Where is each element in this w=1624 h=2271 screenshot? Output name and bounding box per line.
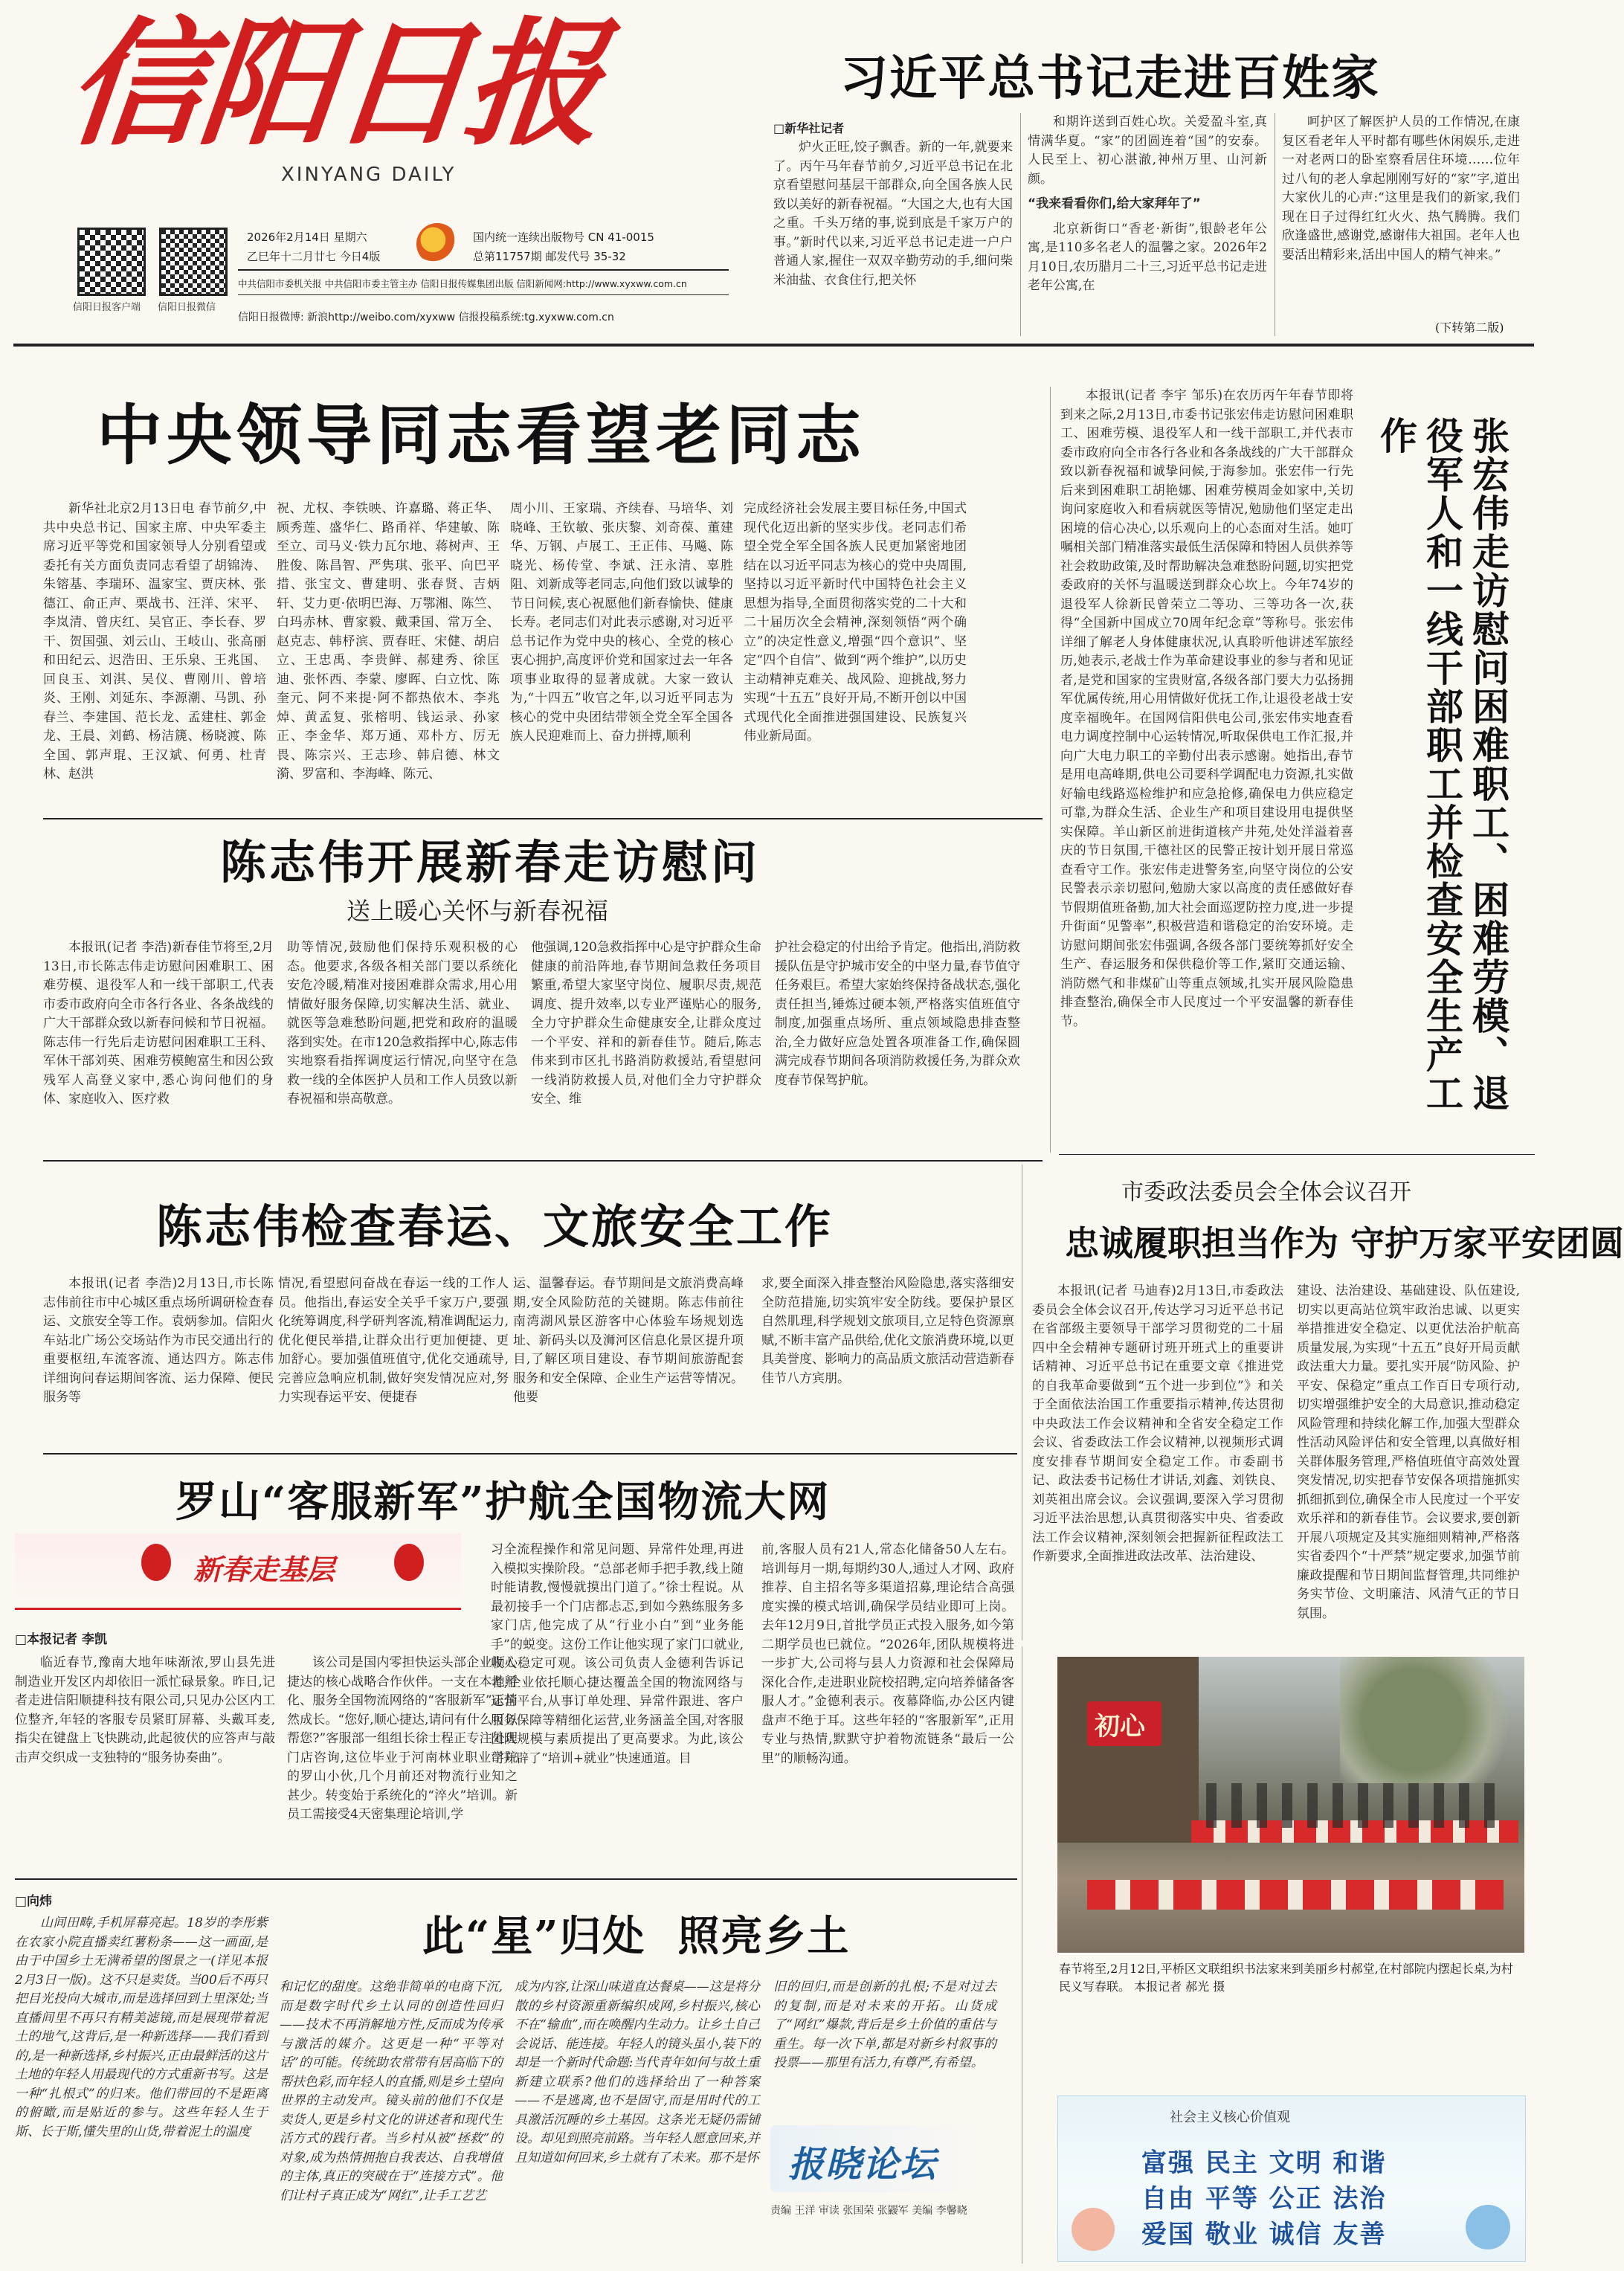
- newspaper-logo: 信阳日报: [59, 5, 607, 164]
- lead-col2: 祝、尤权、李铁映、许嘉璐、蒋正华、顾秀莲、盛华仁、路甬祥、华建敏、陈至立、司马义·铁力瓦尔地、蒋树声、王胜俊、陈昌智、严隽琪、张平、向巴平措、张宝文、曹建明、张春贤、吉炳轩、艾力更·依明巴海、万鄂湘、陈竺、白玛赤林、曹家毅、戴秉国、常万全、赵克志、韩杼滨、贾春旺、宋健、胡启立、王忠禹、李贵鲜、郝建秀、徐匡迪、张怀西、李蒙、廖晖、白立忱、陈奎元、阿不来提·阿不都热依木、李兆焯、黄孟复、张榕明、钱运录、孙家正、李金华、郑万通、邓朴方、厉无畏、陈宗兴、王志珍、韩启德、林文漪、罗富和、李海峰、陈元、: [277, 501, 500, 782]
- lantern-icon: [394, 1544, 424, 1581]
- story2-col3: 他强调,120急救指挥中心是守护群众生命健康的前沿阵地,春节期间急救任务项目繁重,希望大家坚守岗位、履职尽责,规范调度、提升效率,以专业严谨贴心的服务,全力守护群众生命健康安全,让群众度过一个平安、祥和的新春佳节。随后,陈志伟来到市区扎书路消防救援站,看望慰问一线消防救援人员,对他们全力守护群众安全、维: [531, 940, 761, 1106]
- core-values-box: [1057, 2096, 1526, 2262]
- cartoon-figure-icon: [1072, 2208, 1115, 2251]
- masthead-subtitle: XINYANG DAILY: [281, 164, 457, 186]
- story3-col1: 本报讯(记者 李浩)2月13日,市长陈志伟前往市中心城区重点场所调研检查春运、文旅安全等工作。袁炳参加。信阳火车站北广场公交场站作为市民交通出行的重要枢纽,车流客流、通达四方。陈志伟详细询问春运期间客流、运力保障、便民服务等: [43, 1276, 274, 1405]
- cn-number: 国内统一连续出版物号 CN 41-0015: [473, 231, 654, 244]
- core-values-row2: 自由 平等 公正 法治: [1141, 2184, 1387, 2214]
- lead-headline[interactable]: 中央领导同志看望老同志: [97, 397, 866, 474]
- story6-col4: 旧的回归,而是创新的扎根;不是对过去的复制,而是对未来的开拓。山货成了“网红”爆款,背后是乡土价值的重估与重生。每一次下单,都是对新乡村叙事的投票——那里有活力,有尊严,有希望。: [773, 1980, 996, 2070]
- qr2-label: 信阳日报微信: [158, 302, 216, 313]
- story5-col2: 该公司是国内零担快运头部企业顺心捷达的核心战略合作伙伴。一支在本地孵化、服务全国物流网络的“客服新军”正悄然成长。“您好,顺心捷达,请问有什么可以帮您?”客服部一组组长徐士程正专注处理门店咨询,这位毕业于河南林业职业学院的罗山小伙,几个月前还对物流行业知之甚少。转变始于系统化的“淬火”培训。新员工需接受4天密集理论培训,学: [287, 1655, 518, 1822]
- story6-col1: 山间田畴,手机屏幕亮起。18岁的李彤紫在农家小院直播卖红薯粉条——这一画面,是由于中国乡土无满希望的图景之一(详见本报2月3日一版)。这不只是卖货。当00后不再只把目光投向大城市,而是选择回到土里深处;当直播间里不再只有精美滤镜,而是展现带着泥土的地气,这背后,是一种新选择——我们看到的,是一种新选择,乡村振兴,正由最鲜活的这片土地的年轻人用最现代的方式重新书写。这是一种“扎根式”的归来。他们带回的不是距离的俯瞰,而是贴近的参与。这些年轻人生于斯、长于斯,懂失里的山货,带着泥土的温度: [15, 1916, 268, 2139]
- right-story-headline[interactable]: 张宏伟走访慰问困难职工、困难劳模、退役军人和一线干部职工并检查安全生产工作: [1374, 416, 1509, 1112]
- top-story-subhead: “我来看看你们,给大家拜年了”: [1028, 196, 1201, 211]
- core-values-title: 社会主义核心价值观: [1170, 2110, 1290, 2125]
- lead-col1: 新华社北京2月13日电 春节前夕,中共中央总书记、国家主席、中央军委主席习近平等党和国家领导人分别看望或委托有关方面负责同志看望了胡锦涛、朱镕基、李瑞环、温家宝、贾庆林、张德江、俞正声、栗战书、汪洋、宋平、李岚清、曾庆红、吴官正、李长春、罗干、贺国强、刘云山、王岐山、张高丽和田纪云、迟浩田、王乐泉、王兆国、回良玉、刘淇、吴仪、曹刚川、曾培炎、王刚、刘延东、李源潮、马凯、孙春兰、李建国、范长龙、孟建柱、郭金龙、王晨、刘鹤、杨洁篪、杨晓渡、陈全国、郭声琨、王汉斌、何勇、杜青林、赵洪: [43, 501, 266, 782]
- story5-col4: 前,客服人员有21人,常态化储备50人左右。培训每月一期,每期约30人,通过人才网、政府推荐、自主招名等多渠道招募,理论结合高强度实操的模式培训,确保学员结业即可上岗。去年12月9日,首批学员正式投入服务,如今第二期学员也已就位。“2026年,团队规模将进一步扩大,公司将与县人力资源和社会保障局深化合作,走进职业院校招聘,定向培养储备客服人才。”金德利表示。夜幕降临,办公区内键盘声不绝于耳。这些年轻的“客服新军”,正用专业与热情,默默守护着物流链条“最后一公里”的顺畅沟通。: [761, 1542, 1014, 1766]
- weibo-line[interactable]: 信阳日报微博: 新浪http://weibo.com/xyxww 信报投稿系统:tg.xyxww.com.cn: [238, 312, 614, 323]
- story2-col2: 助等情况,鼓励他们保持乐观积极的心态。他要求,各级各相关部门要以系统化安危冷暖,精准对接困难群众需求,用心用情做好服务保障,切实解决生活、就业、就医等急难愁盼问题,把党和政府的温暖落到实处。在市120急救指挥中心,陈志伟实地察看指挥调度运行情况,向坚守在急救一线的全体医护人员和工作人员致以新春祝福和崇高敬意。: [287, 940, 518, 1106]
- page-credits: 责编 王洋 审读 张国荣 张鼹军 美编 李馨晓: [770, 2205, 967, 2217]
- building-wall: [1057, 1657, 1199, 1843]
- lead-col4: 完成经济社会发展主要目标任务,中国式现代化迈出新的坚实步伐。老同志们希望全党全军全国各族人民更加紧密地团结在以习近平同志为核心的党中央周围,坚持以习近平新时代中国特色社会主义思想为指导,全面贯彻落实党的二十大和二十届历次全会精神,深刻领悟“两个确立”的决定性意义,增强“四个意识”、坚定“四个自信”、做到“两个维护”,以历史主动精神克难关、战风险、迎挑战,努力实现“十五五”良好开局,不断开创以中国式现代化全面推进强国建设、民族复兴伟业新局面。: [744, 501, 967, 744]
- story2-col1: 本报讯(记者 李浩)新春佳节将至,2月13日,市长陈志伟走访慰问困难职工、困难劳模、退役军人和一线干部职工,代表市委市政府向全市各行各业、各条战线的广大干部群众致以新春问候和节日祝福。陈志伟一行先后走访慰问困难职工王科、军休干部刘英、困难劳模鲍富生和因公致残军人高登义家中,悉心询问他们的身体、家庭收入、医疗救: [43, 940, 274, 1106]
- date-line: 2026年2月14日 星期六: [247, 231, 367, 244]
- story5-byline: □本报记者 李凯: [15, 1632, 107, 1647]
- forum-column-badge: [770, 2125, 979, 2192]
- sign-board: [1087, 1701, 1161, 1746]
- crowd: [1206, 1783, 1504, 1828]
- top-story-col3: 呵护区了解医护人员的工作情况,在康复区看老年人平时都有哪些休闲娱乐,走进一对老两口的卧室察看居住环境……位年过八旬的老人拿起刚刚写好的“家”字,道出大家伙儿的心声:“这里是我们的新家,我们现在日子过得红红火火、热气腾腾。我们欣逢盛世,感谢党,感谢伟大祖国。老年人也要活出精彩来,活出中国人的精气神来。”: [1282, 115, 1520, 262]
- top-story-col2: 和期许送到百姓心坎。关爱盈斗室,真情满华夏。“家”的团圆连着“国”的安泰。人民至上、初心湛澈,神州万里、山河新颜。 “我来看看你们,给大家拜年了” 北京新街口“香老·新街”,银龄老年公寓,是110多名老人的温馨之家。2026年2月10日,农历腊月二十三,习近平总书记走进老年公寓,在: [1028, 115, 1267, 293]
- right-story-body: 本报讯(记者 李宇 邹乐)在农历丙午年春节即将到来之际,2月13日,市委书记张宏伟走访慰问困难职工、困难劳模、退役军人和一线干部职工,并代表市委市政府向全市各行各业和各条战线的广大干部群众致以新春祝福和诚挚问候,于海参加。张宏伟一行先后来到困难职工胡艳娜、困难劳模周金如家中,关切询问家庭收入和看病就医等情况,勉励他们坚定走出困境的信心决心,以乐观向上的心态面对生活。她叮嘱相关部门精准落实最低生活保障和特困人员供养等社会救助政策,及时帮助解决急难愁盼问题,切实把党委政府的关怀与温暖送到群众心坎上。今年74岁的退役军人徐新民曾荣立二等功、三等功各一次,获得“全国新中国成立70周年纪念章”等称号。张宏伟详细了解老人身体健康状况,认真聆听他讲述军旅经历,她表示,老战士作为革命建设事业的参与者和见证者,是党和国家的宝贵财富,各级各部门要大力弘扬拥军优属传统,用心用情做好优抚工作,让退役老战士安度幸福晚年。在国网信阳供电公司,张宏伟实地查看电力调度控制中心运转情况,听取保供电工作汇报,并向广大电力职工的辛勤付出表示感谢。她指出,春节是用电高峰期,供电公司要科学调配电力资源,扎实做好输电线路巡检维护和应急抢修,确保电力供应稳定可靠,为群众生活、企业生产和项目建设用电提供坚实保障。羊山新区前进街道核产井苑,处处洋溢着喜庆的节日氛围,干德社区的民警正按计划开展日常巡查看守工作。张宏伟走进警务室,向坚守岗位的公安民警表示亲切慰问,勉励大家以高度的责任感做好春节假期值班备勤,加大社会面巡逻防控力度,进一步提升街面“见警率”,积极营造和谐稳定的治安环境。走访慰问期间张宏伟强调,各级各部门要统筹抓好安全生产、春运服务和保供稳价等工作,紧盯交通运输、消防燃气和非煤矿山等重点领域,扎实开展风险隐患排查整治,确保全市人民度过一个平安温馨的新春佳节。: [1060, 388, 1353, 1029]
- story6-headline[interactable]: 此“星”归处 照亮乡土: [422, 1912, 851, 1961]
- forum-column-title: 报晓论坛: [788, 2144, 938, 2185]
- top-story-headline[interactable]: 习近平总书记走进百姓家: [840, 51, 1380, 106]
- core-values-row3: 爱国 敬业 诚信 友善: [1141, 2220, 1387, 2249]
- story5-col1: 临近春节,豫南大地年味渐浓,罗山县先进制造业开发区内却依旧一派忙碌景象。昨日,记者走进信阳顺捷科技有限公司,只见办公区内工位整齐,年轻的客服专员紧盯屏幕、头戴耳麦,指尖在键盘上飞快跳动,此起彼伏的应答声与敲击声交织成一支独特的“服务协奏曲”。: [15, 1655, 275, 1765]
- story4-col1: 本报讯(记者 马迪春)2月13日,市委政法委员会全体会议召开,传达学习习近平总书记在省部级主要领导干部学习贯彻党的二十届四中全会精神专题研讨班开班式上的重要讲话精神、习近平总书记在重要文章《推进党的自我革命要做到“五个进一步到位”》和关于全面依法治国工作重要指示精神,传达贯彻中央政法工作会议精神和全省安全稳定工作会议、省委政法工作会议精神,以视频形式调度安排春节期间安全稳定工作。市委副书记、政法委书记杨仕才讲话,刘鑫、刘铁良、刘英祖出席会议。会议强调,要深入学习贯彻习近平法治思想,认真贯彻落实中央、省委政法工作会议精神,深刻领会把握新征程政法工作新要求,全面推进政法改革、法治建设、: [1032, 1283, 1283, 1564]
- horse-emblem: [416, 223, 458, 265]
- core-values-row1: 富强 民主 文明 和谐: [1141, 2148, 1387, 2178]
- photo-caption: 春节将至,2月12日,平桥区文联组织书法家来到美丽乡村郝堂,在村部院内摆起长桌,为村民义写春联。 本报记者 郝光 摄: [1059, 1962, 1513, 1994]
- story3-headline[interactable]: 陈志伟检查春运、文旅安全工作: [156, 1199, 834, 1254]
- story4-col2: 建设、法治建设、基础建设、队伍建设,切实以更高站位筑牢政治忠诚、以更实举措推进安全稳定、以更优法治护航高质量发展,为实现“十五五”良好开局贡献政法重大力量。要扎实开展“防风险、护平安、保稳定”重点工作百日专项行动,切实增强维护安全的大局意识,推动稳定风险管理和持续化解工作,加强大型群众性活动风险评估和安全管理,以真做好相关群体服务管理,严格值班值守高效处置突发情况,切实把春节安保各项措施抓实抓细抓到位,确保全市人民度过一个平安欢乐祥和的新春佳节。会议要求,要创新开展八项规定及其实施细则精神,严格落实省委四个“十严禁”规定要求,加强节前廉政提醒和节日期间监督管理,共同维护务实节俭、文明廉洁、风清气正的节日氛围。: [1297, 1283, 1520, 1621]
- qr-code-app[interactable]: [77, 228, 146, 296]
- lunar-line: 乙巳年十二月廿七 今日4版: [247, 250, 381, 263]
- lead-col3: 周小川、王家瑞、齐续春、马培华、刘晓峰、王钦敏、张庆黎、刘奇葆、董建华、万钢、卢展工、王正伟、马飚、陈晓光、杨传堂、李斌、汪永清、辜胜阻、刘新成等老同志,向他们致以诚挚的节日问候,衷心祝愿他们新春愉快、健康长寿。老同志们对此表示感谢,对习近平总书记作为党中央的核心、全党的核心衷心拥护,高度评价党和国家过去一年各项事业取得的显著成就。大家一致认为,“十四五”收官之年,以习近平同志为核心的党中央团结带领全党全军全国各族人民迎难而上、奋力拼搏,顺利: [510, 501, 733, 744]
- sign-text: 初心: [1095, 1712, 1145, 1742]
- story6-byline: □向炜: [15, 1894, 53, 1909]
- story3-col4: 求,要全面深入排查整治风险隐患,落实落细安全防范措施,切实筑牢安全防线。要保护景区自然肌理,科学规划文旅项目,立足特色资源禀赋,不断丰富产品供给,优化文旅消费环境,以更具美誉度、影响力的高品质文旅活动营造新春佳节八方宾朋。: [761, 1276, 1014, 1386]
- story2-subheadline: 送上暖心关怀与新春祝福: [347, 897, 609, 925]
- top-story-byline: □新华社记者: [773, 121, 845, 135]
- qr-code-wechat[interactable]: [159, 228, 228, 296]
- story5-headline[interactable]: 罗山“客服新军”护航全国物流大网: [175, 1478, 831, 1527]
- story4-kicker: 市委政法委员会全体会议召开: [1121, 1179, 1411, 1205]
- sponsor-line: 中共信阳市委机关报 中共信阳市委主管主办 信阳日报传媒集团出版 信阳新闻网:http://www.xyxww.com.cn: [238, 278, 687, 289]
- story3-col2: 情况,看望慰问奋战在春运一线的工作人员。他指出,春运安全关乎千家万户,要强化统筹调度,科学研判客流,精准调配运力,优化便民举措,让群众出行更加便捷、更加舒心。要加强值班值守,优化交通疏导,完善应急响应机制,做好突发情况应对,努力实现春运平安、便捷春: [278, 1276, 509, 1405]
- top-story-continued[interactable]: (下转第二版): [1435, 320, 1504, 335]
- story6-col2: 和记忆的甜度。这绝非简单的电商下沉,而是数字时代乡土认同的创造性回归——技术不再消解地方性,反而成为传承与激活的媒介。这更是一种“平等对话”的可能。传统助农常带有居高临下的帮扶色彩,而年轻人的直播,则是乡土望向世界的主动发声。镜头前的他们不仅是卖货人,更是乡村文化的讲述者和现代生活方式的践行者。当乡村从被“拯救”的对象,成为热情拥抱自我表达、自我增值的主体,真正的突破在于“连接方式”。他们让村子真正成为“网红”,让手工艺艺: [280, 1980, 503, 2203]
- cartoon-figure-icon: [1466, 2205, 1510, 2249]
- tree-foliage: [1340, 1657, 1524, 1783]
- top-story-col1: 炉火正旺,饺子飘香。新的一年,就要来了。丙午马年春节前夕,习近平总书记在北京看望慰问基层干部群众,向全国各族人民致以美好的新春祝福。“大国之大,也有大国之重。千头万绪的事,说到底是千家万户的事。”新时代以来,习近平总书记走进一户户普通人家,握住一双双辛勤劳动的手,细问柴米油盐、衣食住行,把关怀: [773, 140, 1013, 288]
- story3-col3: 运、温馨春运。春节期间是文旅消费高峰期,安全风险防范的关键期。陈志伟前往南湾湖风景区游客中心体验车场规划选址、新码头以及浉河区信息化景区提升项目,了解区项目建设、春节期间旅游配套服务和安全保障、企业生产运营等情况。他要: [513, 1276, 744, 1405]
- news-photo[interactable]: [1057, 1657, 1524, 1953]
- story5-col3: 习全流程操作和常见问题、异常件处理,再进入模拟实操阶段。“总部老师手把手教,线上随时能请教,慢慢就摸出门道了。”徐士程说。从最初接手一个门店都忐忑,到如今熟练服务多家门店,他完成了从“行业小白”到“业务能手”的蜕变。这份工作让他实现了家门口就业,收入稳定可观。该公司负责人金德利告诉记者,企业依托顺心捷达覆盖全国的物流网络与运营平台,从事订单处理、异常件跟进、客户服务保障等精细化运营,业务涵盖全国,对客服团队规模与素质提出了更高要求。为此,该公司开辟了“培训+就业”快速通道。目: [491, 1542, 744, 1766]
- story4-headline[interactable]: 忠诚履职担当作为 守护万家平安团圆: [1065, 1223, 1624, 1263]
- story2-headline[interactable]: 陈志伟开展新春走访慰问: [220, 835, 761, 889]
- couplet-table: [1087, 1880, 1504, 1910]
- new-spring-banner: [15, 1533, 461, 1610]
- story6-col3: 成为内容,让深山味道直达餐桌——这是将分散的乡村资源重新编织成网,乡村振兴,核心不在“输血”,而在唤醒内生动力。让乡土自己会说话、能连接。年轻人的镜头虽小,装下的却是一个新时代命题:当代青年如何与故土重新建立联系?他们的选择给出了一种答案——不是逃离,也不是固守,而是用时代的工具激活沉睡的乡土基因。这条光无疑仍需铺设。却见到照亮前路。当年轻人愿意回来,并且知道如何回来,乡土就有了未来。那不是怀: [515, 1980, 760, 2165]
- lantern-icon: [141, 1544, 171, 1581]
- serial-number: 总第11757期 邮发代号 35-32: [473, 250, 626, 263]
- new-spring-banner-title: 新春走基层: [193, 1553, 335, 1586]
- story2-col4: 护社会稳定的付出给予肯定。他指出,消防救援队伍是守护城市安全的中坚力量,春节值守任务艰巨。希望大家始终保持备战状态,强化责任担当,锤炼过硬本领,严格落实值班值守制度,加强重点场所、重点领域隐患排查整治,全力做好应急处置各项准备工作,确保圆满完成春节期间各项消防救援任务,为群众欢度春节保驾护航。: [775, 940, 1020, 1088]
- qr1-label: 信阳日报客户端: [73, 302, 141, 313]
